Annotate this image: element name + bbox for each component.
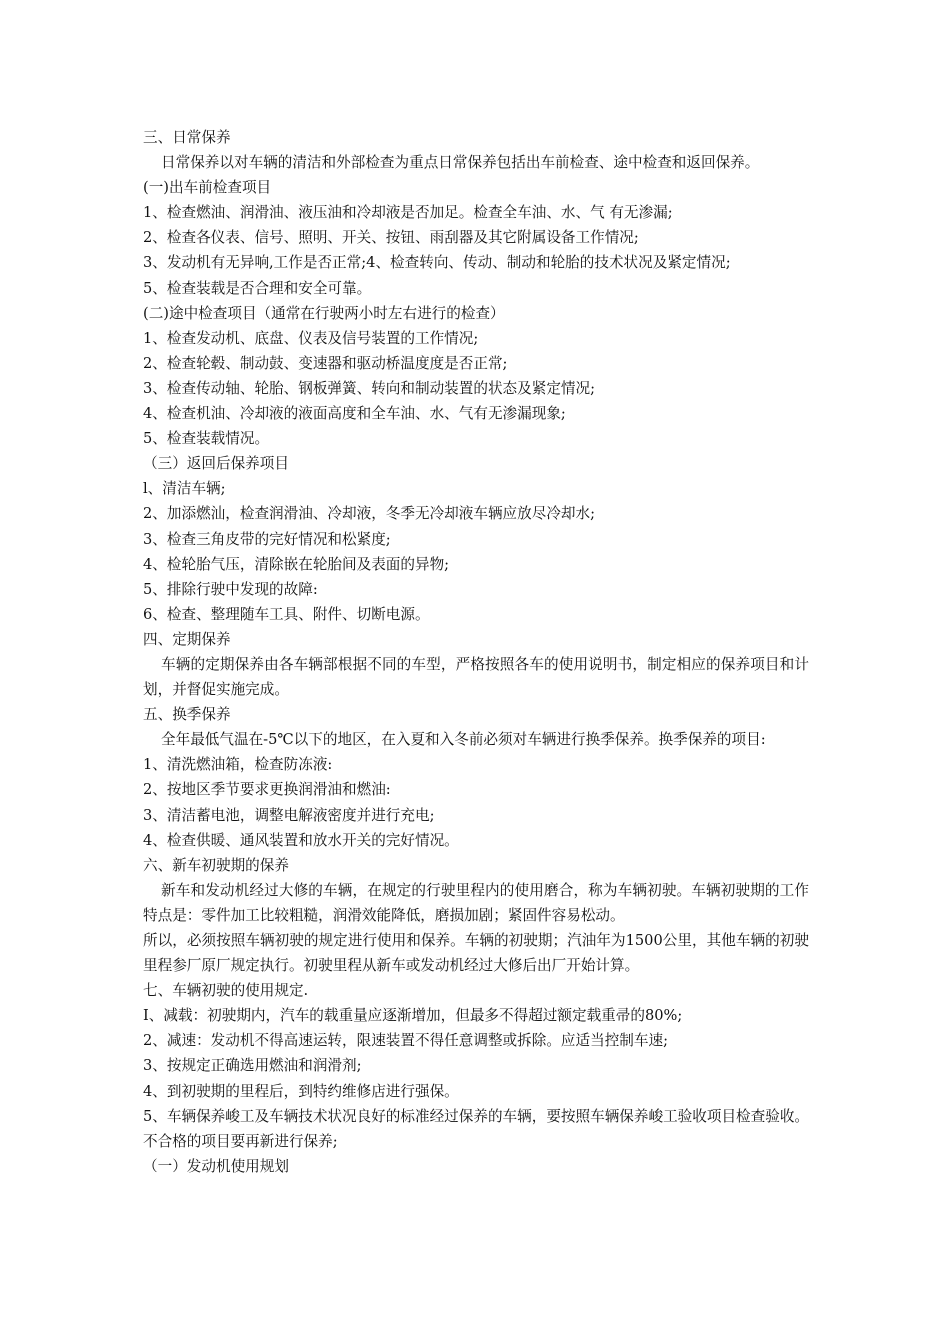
list-item: 1、检查燃油、润滑油、液压油和冷却液是否加足。检查全车油、水、气 有无渗漏; bbox=[143, 204, 673, 222]
list-item: 2、减速：发动机不得高速运转，限速装置不得任意调整或拆除。应适当控制车速; bbox=[143, 1032, 668, 1050]
list-item: 3、清洁蓄电池，调整电解液密度并进行充电; bbox=[143, 806, 435, 824]
list-item: 4、检查供暖、通风装置和放水开关的完好情况。 bbox=[143, 831, 459, 849]
list-item: 3、检查传动轴、轮胎、钢板弹簧、转向和制动装置的状态及紧定情况; bbox=[143, 379, 596, 397]
list-item: 1、清洗燃油箱，检查防冻液: bbox=[143, 756, 333, 774]
list-item: l、清洁车辆; bbox=[143, 480, 226, 498]
paragraph-break-in: 新车和发动机经过大修的车辆，在规定的行驶里程内的使用磨合，称为车辆初驶。车辆初驶期的工作特点是：零件加工比较粗糙，润滑效能降低，磨损加剧；紧固件容易松动。 bbox=[143, 881, 809, 924]
list-item: 3、检查三角皮带的完好情况和松紧度; bbox=[143, 530, 391, 548]
paragraph-break-in-mileage: 所以，必须按照车辆初驶的规定进行使用和保养。车辆的初驶期；汽油年为1500公里，其他车辆的初驶里程参厂原厂规定执行。初驶里程从新车或发动机经过大修后出厂开始计算。 bbox=[143, 932, 809, 975]
subheading-engine-rules: （一）发动机使用规划 bbox=[143, 1157, 289, 1175]
paragraph-seasonal: 全年最低气温在-5℃以下的地区，在入夏和入冬前必须对车辆进行换季保养。换季保养的项目: bbox=[161, 731, 766, 749]
list-item: 5、排除行驶中发现的故障: bbox=[143, 580, 318, 598]
subheading-after-return: （三）返回后保养项目 bbox=[143, 455, 289, 473]
heading-break-in-maintenance: 六、新车初驶期的保养 bbox=[143, 856, 289, 874]
list-item: 3、按规定正确选用燃油和润滑剂; bbox=[143, 1057, 362, 1075]
subheading-pre-departure: (一)出车前检查项目 bbox=[143, 179, 272, 197]
list-item: 6、检查、整理随车工具、附件、切断电源。 bbox=[143, 605, 430, 623]
list-item: 2、加添燃汕，检查润滑油、冷却液，冬季无冷却液车辆应放尽冷却水; bbox=[143, 505, 596, 523]
document-page bbox=[143, 125, 809, 1179]
heading-daily-maintenance: 三、日常保养 bbox=[143, 129, 231, 146]
list-item: 5、检查装载是否合理和安全可靠。 bbox=[143, 279, 372, 297]
list-item: 5、检查装载情况。 bbox=[143, 430, 270, 448]
paragraph-daily-intro: 日常保养以对车辆的清洁和外部检查为重点日常保养包括出车前检查、途中检查和返回保养。 bbox=[161, 154, 760, 172]
list-item: 1、检查发动机、底盘、仪表及信号装置的工作情况; bbox=[143, 329, 479, 347]
list-item: 5、车辆保养峻工及车辆技术状况良好的标准经过保养的车辆，要按照车辆保养峻工验收项目检查验收。不合格的项目要再新进行保养; bbox=[143, 1107, 810, 1150]
list-item: I、减载：初驶期内，汽车的载重量应逐渐增加，但最多不得超过额定载重帚的80%; bbox=[143, 1007, 683, 1025]
heading-seasonal-maintenance: 五、换季保养 bbox=[143, 706, 231, 724]
list-item: 3、发动机有无异响,工作是否正常;4、检查转向、传动、制动和轮胎的技术状况及紧定情况; bbox=[143, 254, 731, 272]
list-item: 4、到初驶期的里程后，到特约维修店进行强保。 bbox=[143, 1082, 459, 1100]
heading-break-in-rules: 七、车辆初驶的使用规定. bbox=[143, 982, 309, 1000]
paragraph-periodic: 车辆的定期保养由各车辆部根据不同的车型，严格按照各车的使用说明书，制定相应的保养项目和计划，并督促实施完成。 bbox=[143, 655, 809, 699]
heading-periodic-maintenance: 四、定期保养 bbox=[143, 630, 231, 648]
list-item: 4、检查机油、冷却液的液面高度和全车油、水、气有无渗漏现象; bbox=[143, 405, 566, 423]
subheading-en-route: (二)途中检查项目（通常在行驶两小时左右进行的检查） bbox=[143, 304, 505, 322]
list-item: 2、检查轮毂、制动鼓、变速器和驱动桥温度度是否正常; bbox=[143, 354, 508, 372]
list-item: 2、检查各仪表、信号、照明、开关、按钮、雨刮器及其它附属设备工作情况; bbox=[143, 229, 639, 247]
list-item: 2、按地区季节要求更换润滑油和燃油: bbox=[143, 781, 391, 799]
list-item: 4、检轮胎气压，清除嵌在轮胎间及表面的异物; bbox=[143, 555, 450, 573]
